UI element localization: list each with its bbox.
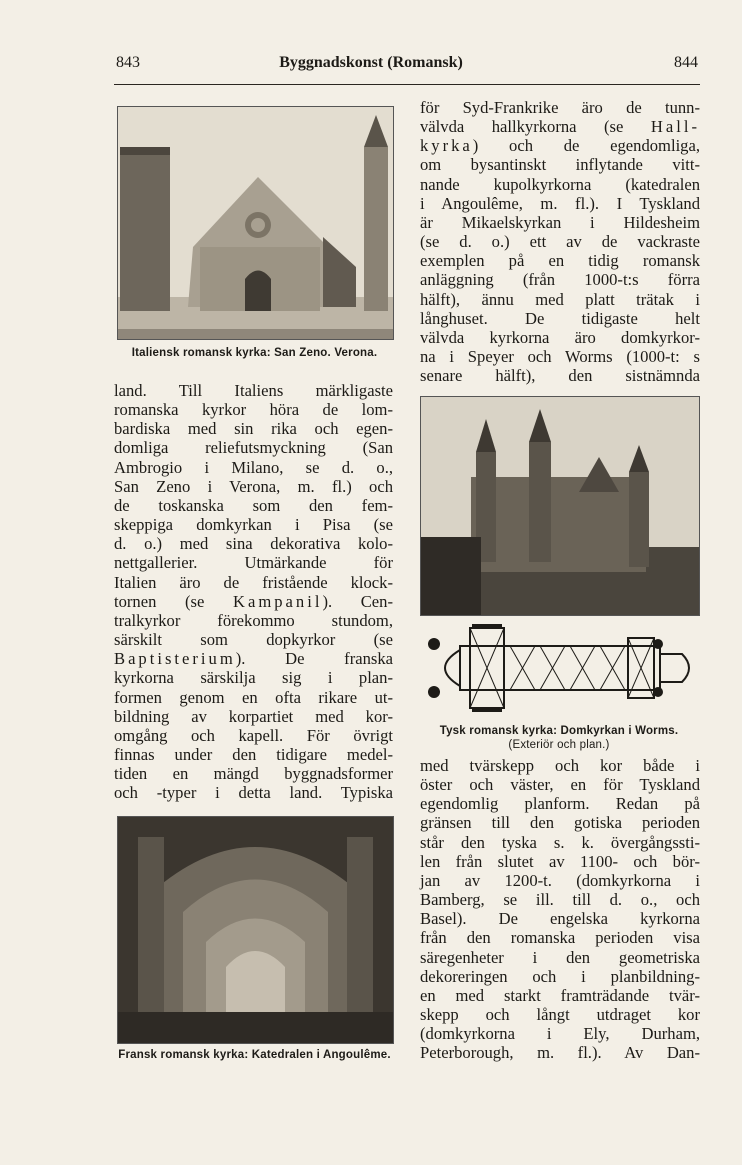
text-segment: välvda hallkyrkorna (se	[420, 117, 651, 137]
text-line: Ambrogio i Milano, se d. o.,	[114, 457, 393, 477]
text-line	[114, 649, 393, 668]
photo-worms-cathedral	[420, 396, 700, 616]
text-line: senare hälft), den sistnämnda	[420, 366, 700, 386]
text-line: är Mikaelskyrkan i Hildesheim	[420, 212, 700, 232]
text-line: tralkyrkor förekommo stundom,	[114, 610, 393, 630]
text-line: bardiska med sin rika och egen-	[114, 419, 393, 439]
text-line: dekoreringen och i planbildning-	[420, 966, 700, 986]
caption-worms-main: Tysk romansk kyrka: Domkyrkan i Worms.	[439, 725, 679, 737]
left-text-column	[114, 381, 393, 802]
photo-angouleme-cathedral	[117, 816, 394, 1044]
text-line: i Angoulême, m. fl.). I Tyskland	[420, 193, 700, 213]
text-line: säregenheter i den geometriska	[420, 947, 700, 967]
text-line: Basel). De engelska kyrkorna	[420, 909, 700, 929]
text-line: de toskanska som den fem-	[114, 495, 393, 515]
text-line: (domkyrkorna i Ely, Durham,	[420, 1024, 700, 1044]
caption-worms	[414, 724, 704, 752]
text-line: anläggning (från 1000-t:s förra	[420, 270, 700, 290]
caption-san-zeno: Italiensk romansk kyrka: San Zeno. Verona.	[131, 347, 378, 359]
text-line: långhuset. De tidigaste helt	[420, 308, 700, 328]
cross-reference-hallkyrka-cont: kyrka	[420, 136, 473, 156]
text-line: tiden en mängd byggnadsformer	[114, 764, 393, 784]
right-text-column-bottom	[420, 756, 700, 1063]
text-segment: tornen (se	[114, 591, 233, 611]
text-segment: ). De franska	[235, 649, 393, 669]
text-line: (se d. o.) ett av de vackraste	[420, 232, 700, 252]
text-line: formen genom en ofta rikare ut-	[114, 687, 393, 707]
text-line: hälft), ännu med platt trätak i	[420, 289, 700, 309]
text-line: för Syd-Frankrike äro de tunn-	[420, 98, 700, 117]
photo-san-zeno-verona	[117, 106, 394, 340]
text-line: Peterborough, m. fl.). Av Dan-	[420, 1043, 700, 1063]
text-line: finnas under den tidigare medel-	[114, 744, 393, 764]
caption-angouleme: Fransk romansk kyrka: Katedralen i Angoulême.	[118, 1049, 391, 1061]
caption-worms-sub: (Exteriör och plan.)	[508, 739, 610, 751]
cross-reference-baptisterium: Baptisterium	[114, 649, 236, 669]
text-line: välvda kyrkorna äro domkyrkor-	[420, 327, 700, 347]
text-line: från den romanska perioden visa	[420, 928, 700, 948]
cross-reference-kampanil: Kampanil	[233, 591, 323, 611]
text-line	[114, 592, 393, 611]
text-line: domliga reliefutsmyckning (San	[114, 438, 393, 458]
text-line: Bamberg, se ill. till d. o., och	[420, 890, 700, 910]
text-line: om bysantinskt inflytande vitt-	[420, 155, 700, 175]
text-line: land. Till Italiens märkligaste	[114, 381, 393, 400]
text-segment: ). Cen-	[322, 591, 393, 611]
header-rule	[114, 84, 700, 85]
text-line: nande kupolkyrkorna (katedralen	[420, 174, 700, 194]
text-line: öster och väster, en för Tyskland	[420, 775, 700, 795]
text-line	[420, 136, 700, 155]
text-line: en med starkt framträdande tvär-	[420, 985, 700, 1005]
cross-reference-hallkyrka: Hall-	[650, 117, 700, 137]
text-line: Italien äro de fristående klock-	[114, 572, 393, 592]
text-line: skepp och långt utdraget kor	[420, 1005, 700, 1025]
page-number-right: 844	[674, 54, 698, 71]
text-segment: ) och de egendomliga,	[472, 136, 700, 156]
text-line: och -typer i detta land. Typiska	[114, 783, 393, 803]
text-line: kyrkorna särskilja sig i plan-	[114, 668, 393, 688]
floor-plan-worms	[420, 620, 698, 716]
text-line: omgång och kapell. För övrigt	[114, 725, 393, 745]
text-line: romanska kyrkor höra de lom-	[114, 400, 393, 420]
text-line: bildning av korpartiet med kor-	[114, 706, 393, 726]
page-number-left: 843	[116, 54, 140, 71]
text-line: gränsen till den gotiska perioden	[420, 813, 700, 833]
text-line: med tvärskepp och kor både i	[420, 756, 700, 775]
text-line: står den tyska s. k. övergångssti-	[420, 832, 700, 852]
text-line: särskilt som dopkyrkor (se	[114, 630, 393, 650]
text-line: na i Speyer och Worms (1000-t: s	[420, 347, 700, 367]
text-line: d. o.) med sina dekorativa kolo-	[114, 534, 393, 554]
text-line: skeppiga domkyrkan i Pisa (se	[114, 515, 393, 535]
text-line	[420, 117, 700, 136]
text-line: exemplen på en tidig romansk	[420, 251, 700, 271]
text-line: nettgallerier. Utmärkande för	[114, 553, 393, 573]
text-line: len från slutet av 1100- och bör-	[420, 851, 700, 871]
text-line: egendomlig planform. Redan på	[420, 794, 700, 814]
right-text-column-top	[420, 98, 700, 385]
running-title: Byggnadskonst (Romansk)	[279, 54, 463, 71]
text-line: San Zeno i Verona, m. fl.) och	[114, 476, 393, 496]
text-line: jan av 1200-t. (domkyrkorna i	[420, 870, 700, 890]
